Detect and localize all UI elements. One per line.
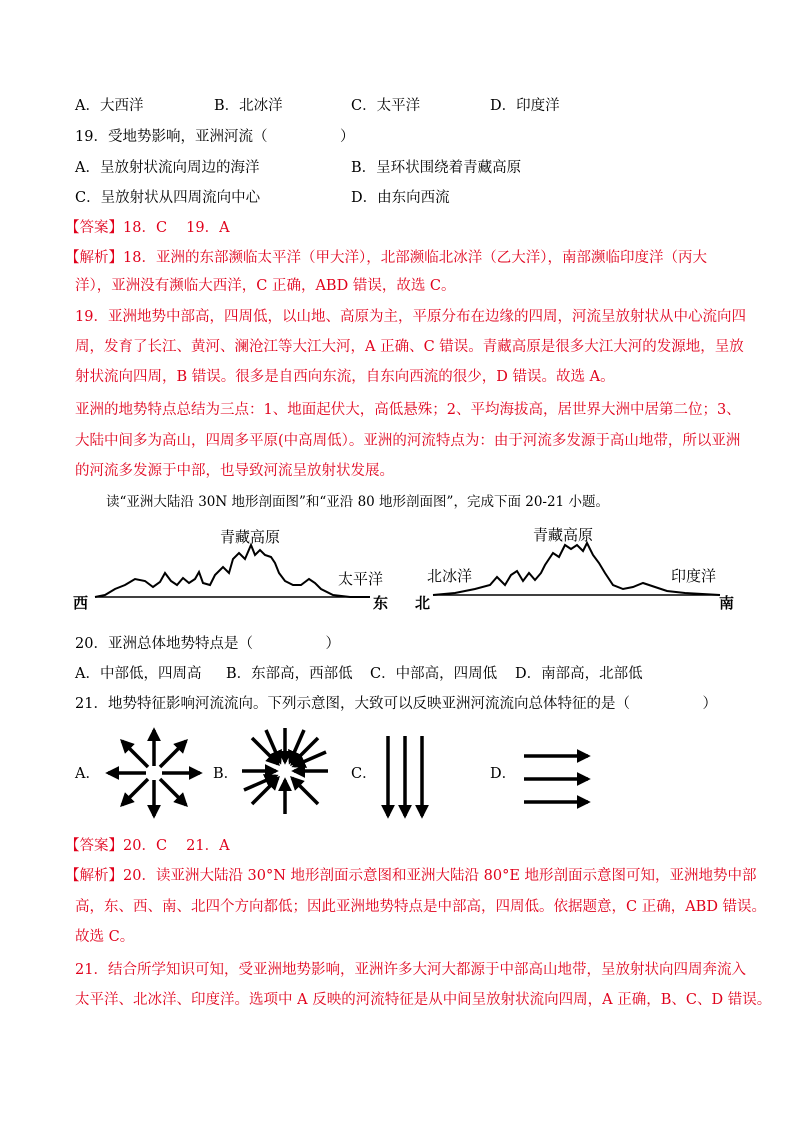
analysis-text: 20．读亚洲大陆沿 30°N 地形剖面示意图和亚洲大陆沿 80°E 地形剖面示意图可知，亚洲地势中部	[123, 868, 757, 884]
q19-option-a: A．呈放射状流向周边的海洋	[75, 160, 260, 176]
direction-north-label: 北	[415, 594, 431, 612]
analysis-line: 射状流向四周，B 错误。很多是自西向东流，自东向西流的很少，D 错误。故选 A。	[75, 369, 615, 385]
q20-option-c: C．中部高，四周低	[370, 666, 498, 682]
answer-tag: 【答案】	[65, 838, 123, 854]
q19-stem: 19．受地势影响，亚洲河流（ ）	[75, 129, 355, 145]
analysis-line: 故选 C。	[75, 929, 135, 945]
question-intro: 读“亚洲大陆沿 30N 地形剖面图”和“亚沿 80 地形剖面图”，完成下面 20-21 小题。	[106, 494, 609, 510]
profile-peak-label: 青藏高原	[533, 526, 594, 544]
terrain-line	[95, 545, 370, 597]
q20-option-b: B．东部高，西部低	[226, 666, 353, 682]
q18-option-b: B．北冰洋	[214, 98, 283, 114]
q21-option-a-letter: A．	[75, 766, 100, 782]
profile-30n	[73, 528, 388, 612]
converging-inward-arrows-icon	[238, 724, 332, 818]
analysis-tag: 【解析】	[65, 868, 123, 884]
analysis-tag: 【解析】	[65, 250, 123, 266]
analysis-line: 21．结合所学知识可知，受亚洲地势影响，亚洲许多大河大都源于中部高山地带，呈放射状向四周奔流入	[75, 962, 746, 978]
profile-ocean-label: 太平洋	[338, 570, 384, 588]
answer-block-2	[65, 836, 230, 856]
q20-option-a: A．中部低，四周高	[75, 666, 202, 682]
profile-ocean-south-label: 印度洋	[671, 567, 717, 585]
analysis-line: 周，发育了长江、黄河、澜沧江等大江大河，A 正确、C 错误。青藏高原是很多大江大河的发源地，呈放	[75, 339, 744, 355]
q21-option-b-letter: B．	[213, 766, 239, 782]
analysis-line: 大陆中间多为高山，四周多平原(中高周低）。亚洲的河流特点为：由于河流多发源于高山地带，所以亚洲	[75, 433, 741, 449]
direction-east-label: 东	[373, 594, 389, 612]
direction-south-label: 南	[719, 594, 735, 612]
q21-stem: 21．地势特征影响河流流向。下列示意图，大致可以反映亚洲河流流向总体特征的是（ ）	[75, 696, 717, 712]
analysis-line: 洋），亚洲没有濒临大西洋，C 正确，ABD 错误，故选 C。	[75, 278, 456, 294]
downward-arrows-icon	[380, 732, 430, 822]
analysis-line	[65, 248, 707, 268]
q18-option-c: C．太平洋	[351, 98, 421, 114]
profile-80e	[415, 526, 734, 612]
q21-option-c-letter: C．	[351, 766, 377, 782]
analysis-line: 的河流多发源于中部，也导致河流呈放射状发展。	[75, 463, 394, 479]
answer-tag: 【答案】	[65, 220, 123, 236]
analysis-line: 19．亚洲地势中部高，四周低，以山地、高原为主，平原分布在边缘的四周，河流呈放射状从中心流向四	[75, 309, 746, 325]
direction-west-label: 西	[73, 594, 89, 612]
q21-option-d-letter: D．	[490, 766, 517, 782]
q18-option-d: D．印度洋	[490, 98, 560, 114]
profile-peak-label: 青藏高原	[220, 528, 281, 546]
answer-text: 20．C 21．A	[123, 838, 230, 854]
q20-option-d: D．南部高，北部低	[515, 666, 643, 682]
terrain-profiles-figure	[65, 515, 745, 620]
q19-option-c: C．呈放射状从四周流向中心	[75, 190, 261, 206]
q18-option-a: A．大西洋	[75, 98, 144, 114]
analysis-line	[65, 866, 757, 886]
profile-ocean-north-label: 北冰洋	[427, 567, 473, 585]
answer-block-1	[65, 218, 230, 238]
analysis-line: 太平洋、北冰洋、印度洋。选项中 A 反映的河流特征是从中间呈放射状流向四周，A 正确，B、C、D 错误。	[75, 992, 772, 1008]
q20-stem: 20．亚洲总体地势特点是（ ）	[75, 636, 340, 652]
radiating-outward-arrows-icon	[104, 726, 204, 820]
answer-text: 18．C 19．A	[123, 220, 230, 236]
analysis-text: 18．亚洲的东部濒临太平洋（甲大洋），北部濒临北冰洋（乙大洋），南部濒临印度洋（丙大	[123, 250, 707, 266]
rightward-arrows-icon	[520, 746, 592, 812]
q19-option-d: D．由东向西流	[351, 190, 450, 206]
analysis-line: 亚洲的地势特点总结为三点：1、地面起伏大，高低悬殊；2、平均海拔高，居世界大洲中居第二位；3、	[75, 402, 741, 418]
analysis-line: 高，东、西、南、北四个方向都低；因此亚洲地势特点是中部高，四周低。依据题意，C 正确，ABD 错误。	[75, 899, 767, 915]
q19-option-b: B．呈环状围绕着青藏高原	[351, 160, 522, 176]
